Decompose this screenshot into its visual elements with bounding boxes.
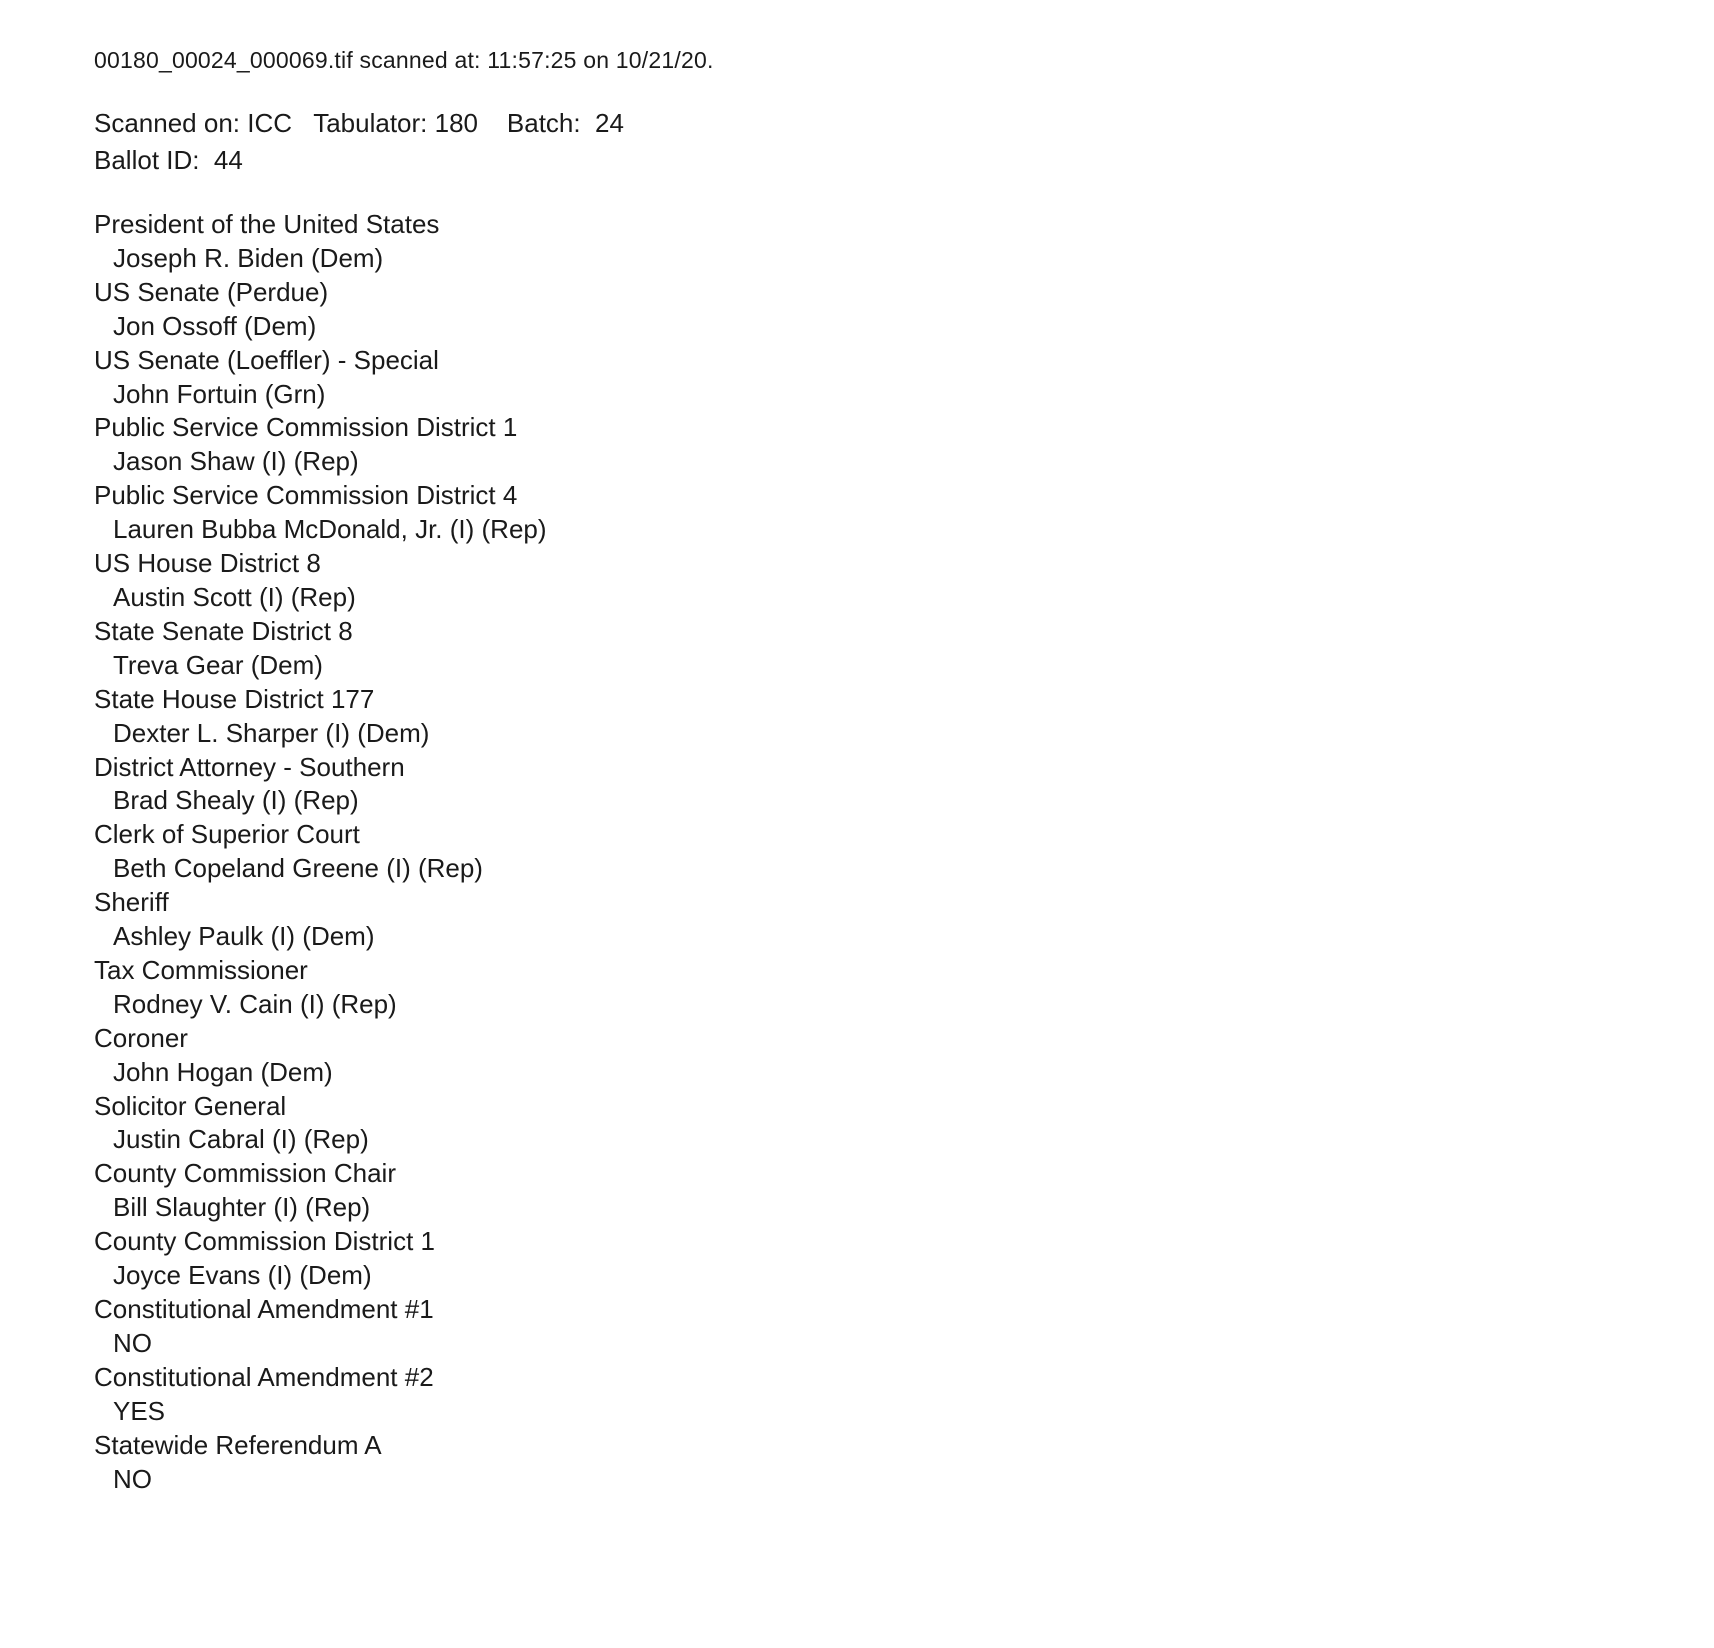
contest-item [94,547,1674,615]
contest-selection: YES [113,1395,166,1426]
contest-title: Sheriff [94,887,169,918]
contest-title: US House District 8 [94,548,321,579]
contest-selection: Dexter L. Sharper (I) (Dem) [113,717,430,748]
contest-selection: Beth Copeland Greene (I) (Rep) [113,853,483,884]
contest-item [94,479,1674,547]
contest-selection: Rodney V. Cain (I) (Rep) [113,988,397,1019]
contest-item [94,1225,1674,1293]
contest-selection: NO [113,1463,152,1494]
contest-title: County Commission District 1 [94,1226,435,1257]
scan-meta-block [94,105,1674,179]
contest-title: US Senate (Perdue) [94,276,329,307]
contest-title: District Attorney - Southern [94,751,405,782]
contest-selection: Brad Shealy (I) (Rep) [113,785,359,816]
contest-item [94,1293,1674,1361]
contest-selection: Bill Slaughter (I) (Rep) [113,1192,371,1223]
contest-item [94,208,1674,276]
contest-selection: Treva Gear (Dem) [113,649,323,680]
scan-file-info-line: 00180_00024_000069.tif scanned at: 11:57:25 on 10/21/20. [94,47,714,73]
contest-item [94,818,1674,886]
scanner-tabulator-batch-line: Scanned on: ICC Tabulator: 180 Batch: 24 [94,108,624,138]
contest-selection: Joyce Evans (I) (Dem) [113,1260,372,1291]
contest-title: Constitutional Amendment #1 [94,1294,434,1324]
ballot-id-line: Ballot ID: 44 [94,145,243,175]
contest-item [94,683,1674,751]
contest-selection: Justin Cabral (I) (Rep) [113,1124,369,1155]
contest-item [94,1361,1674,1429]
contest-selection: NO [113,1327,152,1358]
contest-selection: Joseph R. Biden (Dem) [113,242,384,273]
contest-title: Public Service Commission District 4 [94,480,518,511]
contest-selection: Ashley Paulk (I) (Dem) [113,921,375,952]
contest-selection: John Fortuin (Grn) [113,378,326,409]
contest-title: Constitutional Amendment #2 [94,1361,434,1392]
contest-title: President of the United States [94,209,440,239]
contest-item [94,344,1674,412]
contest-title: State House District 177 [94,683,375,714]
contest-list [94,208,1674,1496]
contest-item [94,1022,1674,1090]
contest-title: State Senate District 8 [94,615,353,646]
contest-selection: Jon Ossoff (Dem) [113,310,317,341]
contest-title: Tax Commissioner [94,954,308,985]
contest-title: Public Service Commission District 1 [94,412,518,443]
contest-title: Solicitor General [94,1090,287,1121]
contest-item [94,1157,1674,1225]
contest-title: Coroner [94,1022,188,1053]
contest-item [94,1090,1674,1158]
contest-item [94,886,1674,954]
contest-selection: Lauren Bubba McDonald, Jr. (I) (Rep) [113,514,547,545]
contest-item [94,276,1674,344]
contest-item [94,954,1674,1022]
contest-title: Statewide Referendum A [94,1429,382,1460]
contest-title: Clerk of Superior Court [94,819,360,850]
contest-selection: Austin Scott (I) (Rep) [113,581,356,612]
contest-title: County Commission Chair [94,1158,396,1189]
contest-item [94,411,1674,479]
contest-title: US Senate (Loeffler) - Special [94,344,439,375]
contest-selection: Jason Shaw (I) (Rep) [113,446,359,477]
contest-item [94,615,1674,683]
contest-selection: John Hogan (Dem) [113,1056,333,1087]
contest-item [94,751,1674,819]
contest-item [94,1429,1674,1497]
